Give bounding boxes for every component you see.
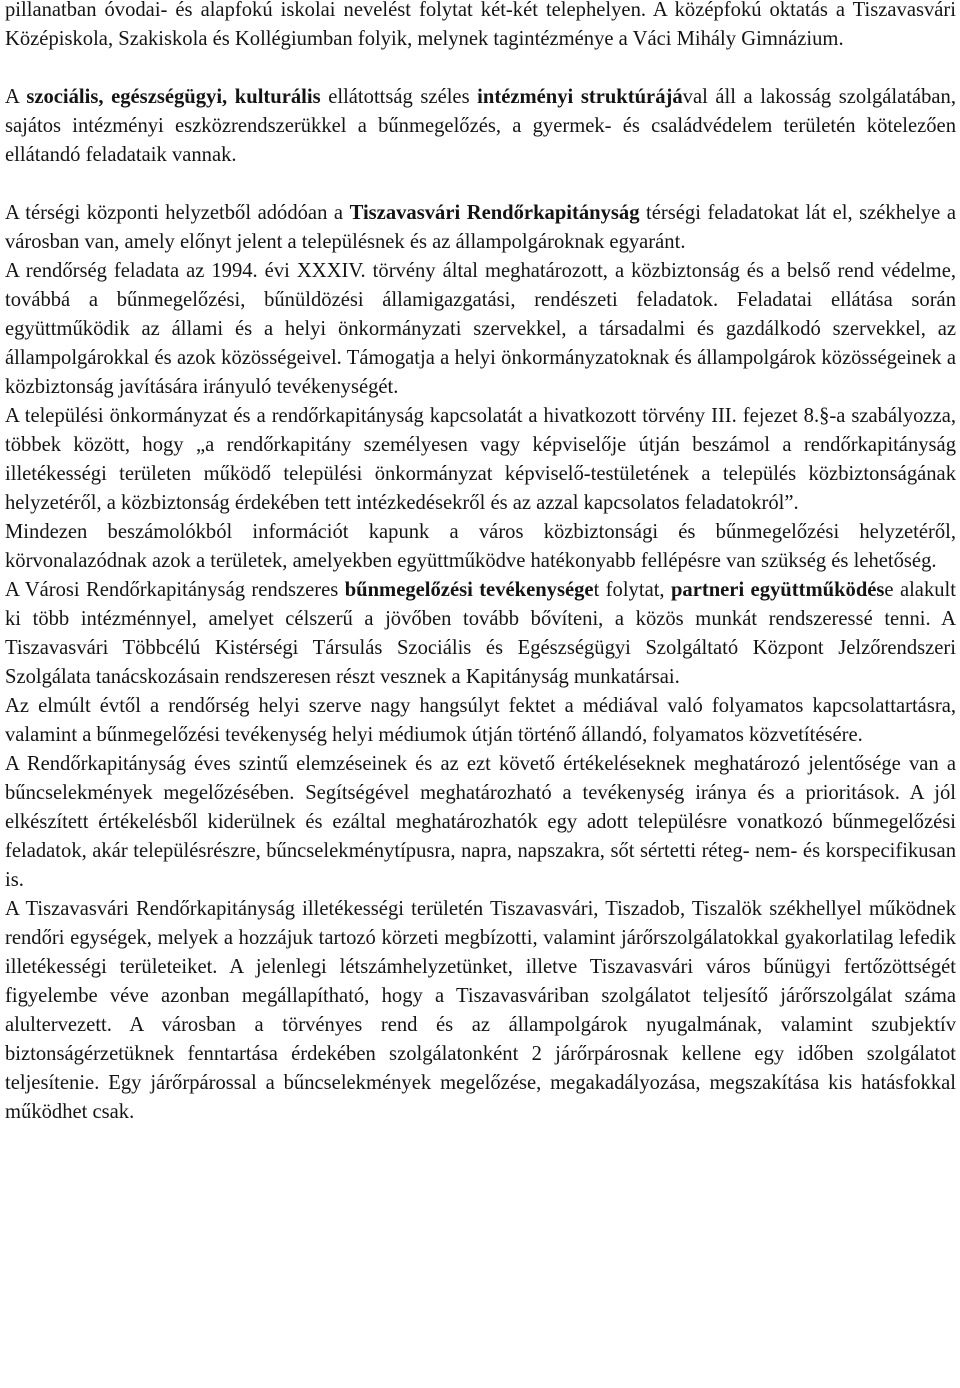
bold-text-run: partneri együttműködés (670, 579, 885, 601)
text-run: ellátottság széles (320, 86, 478, 108)
bold-text-run: intézményi struktúrájá (477, 86, 683, 108)
bold-text-run: szociális, egészségügyi, kulturális (26, 86, 321, 108)
bold-text-run: bűnmegelőzési tevékenysége (344, 579, 594, 601)
text-run: térségi feladatokat lát el, székhelye a városban van, amely előnyt jelent a településnek és az állampolgároknak egyaránt. (5, 202, 956, 253)
paragraph-crime-prevention (5, 576, 956, 692)
text-run: Az elmúlt évtől a rendőrség helyi szerve nagy hangsúlyt fektet a médiával való folyamatos kapcsolattartásra, valamint a bűnmegelőzési tevékenység helyi médiumok útján történő állandó, folyamatos közvetítésére. (5, 695, 956, 746)
document-page (5, 0, 956, 1127)
paragraph-jurisdiction-staffing (5, 895, 956, 1127)
text-run: val áll a lakosság szolgálatában, sajátos intézményi eszközrendszerükkel a bűnmegelőzés, a gyermek- és családvédelem területén kötelezően ellátandó feladataik vannak. (5, 86, 956, 166)
text-run: e alakult ki több intézménnyel, amelyet célszerű a jövőben tovább bővíteni, a közös munkát rendszeressé tenni. A Tiszavasvári Többcélú Kistérségi Társulás Szociális és Egészségügyi Szolgáltató Központ Jelzőrendszeri Szolgálata tanácskozásain rendszeresen részt vesznek a Kapitányság munkatársai. (5, 579, 956, 688)
text-run: A (5, 86, 27, 108)
text-run: A Tiszavasvári Rendőrkapitányság illetékességi területén Tiszavasvári, Tiszadob, Tiszalök székhellyel működnek rendőri egységek, melyek a hozzájuk tartozó körzeti megbízotti, valamint járőrszolgálatokkal gyakorlatilag lefedik illetékességi területeiket. A jelenlegi létszámhelyzetünket, illetve Tiszavasvári város bűnügyi fertőzöttségét figyelembe véve azonban megállapítható, hogy a Tiszavasváriban szolgálatot teljesítő járőrszolgálat száma alultervezett. A városban a törvényes rend és az állampolgárok nyugalmának, valamint szubjektív biztonságérzetüknek fenntartása érdekében szolgálatonként 2 járőrpárosnak kellene egy időben szolgálatot teljesítenie. Egy járőrpárossal a bűncselekmények megelőzése, megakadályozása, megszakítása kis hatásfokkal működhet csak. (5, 898, 956, 1123)
paragraph-annual-analysis (5, 750, 956, 895)
text-run: A Rendőrkapitányság éves szintű elemzéseinek és az ezt követő értékeléseknek meghatározó jelentősége van a bűncselekmények megelőzésében. Segítségével meghatározható a tevékenység iránya és a prioritások. A jól elkészített értékelésből kiderülnek és ezáltal meghatározhatók egy adott településre vonatkozó bűnmegelőzési feladatok, akár településrészre, bűncselekménytípusra, napra, napszakra, sőt sértetti réteg- nem- és korspecifikusan is. (5, 753, 956, 891)
paragraph-schools (5, 0, 956, 54)
paragraph-police-headquarters (5, 199, 956, 257)
paragraph-social-institutions (5, 83, 956, 170)
text-run: Mindezen beszámolókból információt kapunk a város közbiztonsági és bűnmegelőzési helyzetéről, körvonalazódnak azok a területek, amelyekben együttműködve hatékonyabb fellépésre van szükség és lehetőség. (5, 521, 956, 572)
text-run: A települési önkormányzat és a rendőrkapitányság kapcsolatát a hivatkozott törvény III. fejezet 8.§-a szabályozza, többek között, hogy „a rendőrkapitány személyesen vagy képviselője útján beszámol a rendőrkapitányság illetékességi területen működő települési önkormányzat képviselő-testületének a település közbiztonságának helyzetéről, a közbiztonság érdekében tett intézkedésekről és az azzal kapcsolatos feladatokról”. (5, 405, 956, 514)
text-run: t folytat, (593, 579, 671, 601)
text-run: pillanatban óvodai- és alapfokú iskolai nevelést folytat két-két telephelyen. A középfokú oktatás a Tiszavasvári Középiskola, Szakiskola és Kollégiumban folyik, melynek tagintézménye a Váci Mihály Gimnázium. (5, 0, 956, 50)
bold-text-run: Tiszavasvári Rendőrkapitányság (349, 202, 640, 224)
text-run: A rendőrség feladata az 1994. évi XXXIV. törvény által meghatározott, a közbiztonság és a belső rend védelme, továbbá a bűnmegelőzési, bűnüldözési államigazgatási, rendészeti feladatok. Feladatai ellátása során együttműködik az állami és a helyi önkormányzati szervekkel, a társadalmi és gazdálkodó szervekkel, az állampolgárokkal és azok közösségeivel. Támogatja a helyi önkormányzatoknak és állampolgárok közösségeinek a közbiztonság javítására irányuló tevékenységét. (5, 260, 956, 398)
text-run: A térségi központi helyzetből adódóan a (5, 202, 350, 224)
paragraph-reports (5, 518, 956, 576)
paragraph-police-duties (5, 257, 956, 402)
text-run: A Városi Rendőrkapitányság rendszeres (5, 579, 345, 601)
paragraph-media-contact (5, 692, 956, 750)
paragraph-municipal-relations (5, 402, 956, 518)
